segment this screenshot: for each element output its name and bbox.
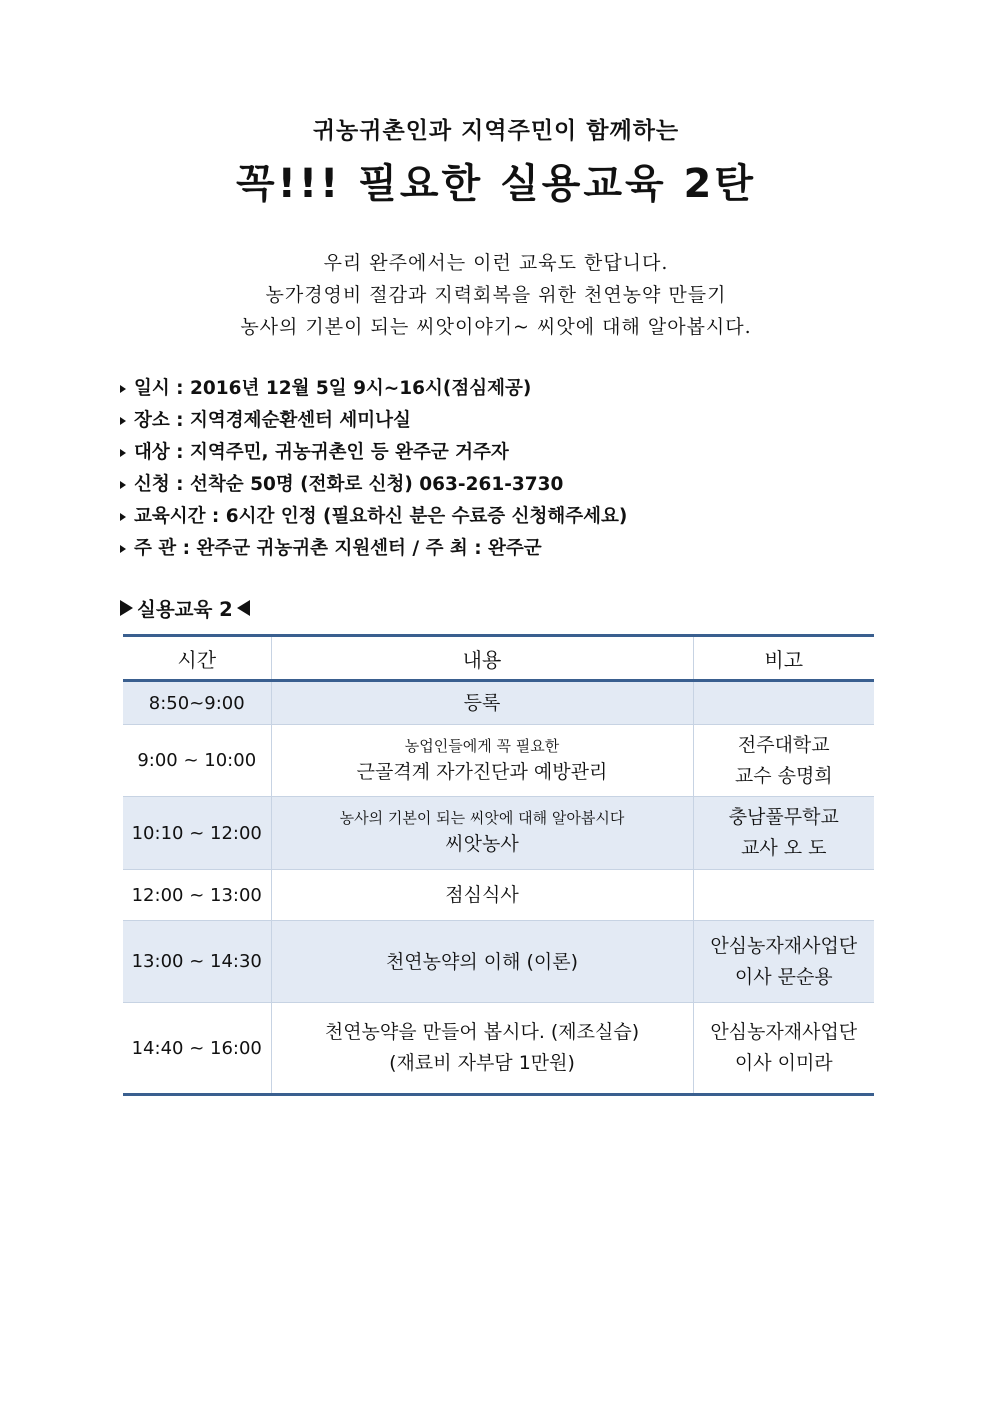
column-header-time: 시간 [123,636,271,681]
table-row [123,921,874,1003]
cell-time: 13:00 ~ 14:30 [123,921,271,1003]
table-row [123,681,874,725]
bullet-arrow-icon [120,481,126,489]
intro-line: 우리 완주에서는 이런 교육도 한답니다. [323,252,669,274]
cell-content: 농사의 기본이 되는 씨앗에 대해 알아봅시다 씨앗농사 [271,797,693,870]
bullet-arrow-icon [120,449,126,457]
triangle-left-icon [237,600,250,616]
cell-time: 12:00 ~ 13:00 [123,870,271,921]
column-header-content: 내용 [271,636,693,681]
bullet-arrow-icon [120,417,126,425]
schedule-table [123,634,874,1096]
subtitle: 귀농귀촌인과 지역주민이 함께하는 [312,118,680,144]
intro-line: 농사의 기본이 되는 씨앗이야기~ 씨앗에 대해 알아봅시다. [240,316,752,338]
table-header-row [123,636,874,681]
cell-note: 안심농자재사업단 이사 이미라 [693,1003,874,1095]
info-item-place: 장소 : 지역경제순환센터 세미나실 [120,405,880,437]
info-list [120,373,880,565]
cell-content: 점심식사 [271,870,693,921]
bullet-arrow-icon [120,545,126,553]
cell-time: 14:40 ~ 16:00 [123,1003,271,1095]
bullet-arrow-icon [120,385,126,393]
info-item-target: 대상 : 지역주민, 귀농귀촌인 등 완주군 거주자 [120,437,880,469]
info-item-organizer: 주 관 : 완주군 귀농귀촌 지원센터 / 주 최 : 완주군 [120,533,880,565]
cell-note [693,681,874,725]
intro-text [0,247,992,343]
cell-note [693,870,874,921]
cell-content: 천연농약을 만들어 봅시다. (제조실습) (재료비 자부담 1만원) [271,1003,693,1095]
cell-note: 충남풀무학교 교사 오 도 [693,797,874,870]
cell-note: 안심농자재사업단 이사 문순용 [693,921,874,1003]
cell-content: 농업인들에게 꼭 필요한 근골격계 자가진단과 예방관리 [271,725,693,797]
section-heading: 실용교육 2 [120,593,250,623]
cell-content: 천연농약의 이해 (이론) [271,921,693,1003]
info-item-hours: 교육시간 : 6시간 인정 (필요하신 분은 수료증 신청해주세요) [120,501,880,533]
cell-note: 전주대학교 교수 송명희 [693,725,874,797]
column-header-note: 비고 [693,636,874,681]
info-item-date: 일시 : 2016년 12월 5일 9시~16시(점심제공) [120,373,880,405]
cell-time: 10:10 ~ 12:00 [123,797,271,870]
table-row [123,870,874,921]
table-row [123,1003,874,1095]
cell-time: 8:50~9:00 [123,681,271,725]
page-title: 꼭!!! 필요한 실용교육 2탄 [235,161,757,207]
info-item-apply: 신청 : 선착순 50명 (전화로 신청) 063-261-3730 [120,469,880,501]
bullet-arrow-icon [120,513,126,521]
intro-line: 농가경영비 절감과 지력회복을 위한 천연농약 만들기 [265,284,727,306]
cell-content: 등록 [271,681,693,725]
cell-time: 9:00 ~ 10:00 [123,725,271,797]
table-row [123,725,874,797]
triangle-right-icon [120,600,133,616]
table-row [123,797,874,870]
